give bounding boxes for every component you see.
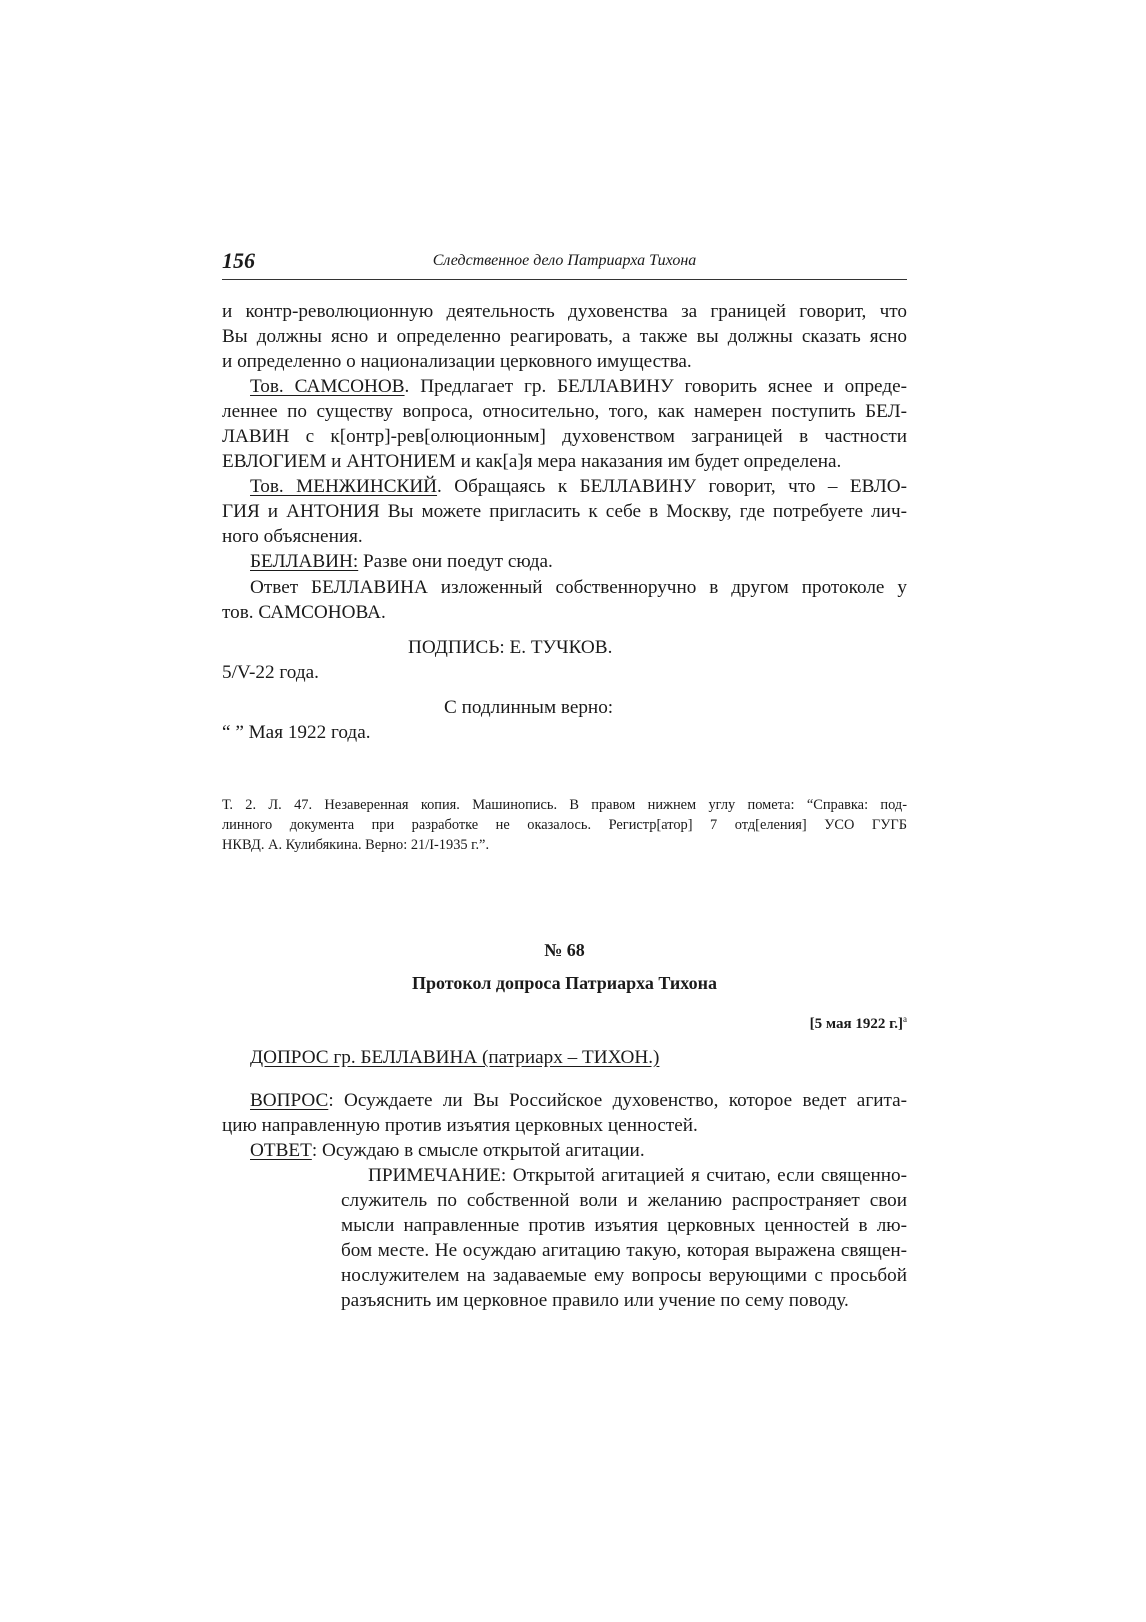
date-line: “ ” Мая 1922 года. — [222, 722, 371, 743]
menzhinsky-line-1: Тов. МЕНЖИНСКИЙ. Обращаясь к БЕЛЛАВИНУ говорит, что – ЕВЛО- — [250, 476, 907, 497]
interrogation-heading: ДОПРОС гр. БЕЛЛАВИНА (патриарх – ТИХОН.) — [250, 1047, 660, 1068]
footnote-mark: а — [903, 1014, 907, 1024]
body-line: леннее по существу вопроса, относительно, того, как намерен поступить БЕЛ- — [222, 401, 907, 422]
body-line: ного объяснения. — [222, 526, 363, 547]
speaker-samsonov: Тов. САМСОНОВ — [250, 376, 405, 397]
answer-line: ОТВЕТ: Осуждаю в смысле открытой агитации. — [250, 1140, 645, 1161]
question-line-1: ВОПРОС: Осуждаете ли Вы Российское духовенство, которое ведет агита- — [250, 1090, 907, 1111]
note-line: мысли направленные против изъятия церковных ценностей в лю- — [341, 1215, 907, 1236]
bellavin-line: БЕЛЛАВИН: Разве они поедут сюда. — [250, 551, 553, 572]
body-line: цию направленную против изъятия церковных ценностей. — [222, 1115, 698, 1136]
body-line: Ответ БЕЛЛАВИНА изложенный собственноручно в другом протоколе у — [250, 577, 907, 598]
document-date: [5 мая 1922 г.]$^а$ — [809, 1014, 907, 1032]
note-line: бом месте. Не осуждаю агитацию такую, которая выражена священ- — [341, 1240, 907, 1261]
samsonov-line-1: Тов. САМСОНОВ. Предлагает гр. БЕЛЛАВИНУ говорить яснее и опреде- — [250, 376, 907, 397]
date-line: 5/V-22 года. — [222, 662, 319, 683]
archival-note-line: Т. 2. Л. 47. Незаверенная копия. Машинопись. В правом нижнем углу помета: “Справка: под- — [222, 797, 907, 813]
page-number: 156 — [222, 248, 255, 273]
body-line: и определенно о национализации церковного имущества. — [222, 351, 692, 372]
header-rule — [222, 279, 907, 280]
note-line: служитель по собственной воли и желанию распространяет свои — [341, 1190, 907, 1211]
answer-label: ОТВЕТ — [250, 1140, 312, 1161]
note-line: разъяснить им церковное правило или учение по сему поводу. — [341, 1290, 849, 1311]
running-title: Следственное дело Патриарха Тихона — [432, 252, 697, 269]
body-line: ГИЯ и АНТОНИЯ Вы можете пригласить к себе в Москву, где потребуете лич- — [222, 501, 907, 522]
body-line: тов. САМСОНОВА. — [222, 602, 386, 623]
question-label: ВОПРОС — [250, 1090, 329, 1111]
document-title: Протокол допроса Патриарха Тихона — [412, 973, 717, 993]
body-line: ЕВЛОГИЕМ и АНТОНИЕМ и как[а]я мера наказания им будет определена. — [222, 451, 842, 472]
speaker-menzhinsky: Тов. МЕНЖИНСКИЙ — [250, 476, 438, 497]
archival-note-line: линного документа при разработке не оказалось. Регистр[атор] 7 отд[еления] УСО ГУГБ — [222, 817, 907, 833]
body-line: и контр-революционную деятельность духовенства за границей говорит, что — [222, 301, 907, 322]
body-line: ЛАВИН с к[онтр]-рев[олюционным] духовенством заграницей в частности — [222, 426, 907, 447]
note-line: нослужителем на задаваемые ему вопросы верующими с просьбой — [341, 1265, 907, 1286]
speaker-bellavin: БЕЛЛАВИН: — [250, 551, 359, 572]
document-number: № 68 — [544, 940, 585, 960]
body-line: Вы должны ясно и определенно реагировать, а также вы должны сказать ясно — [222, 326, 907, 347]
signature: ПОДПИСЬ: Е. ТУЧКОВ. — [408, 637, 613, 658]
archival-note-line: НКВД. А. Кулибякина. Верно: 21/I-1935 г.”. — [222, 837, 490, 853]
note-line: ПРИМЕЧАНИЕ: Открытой агитацией я считаю, если священно- — [368, 1165, 907, 1186]
certified-line: С подлинным верно: — [444, 697, 614, 718]
